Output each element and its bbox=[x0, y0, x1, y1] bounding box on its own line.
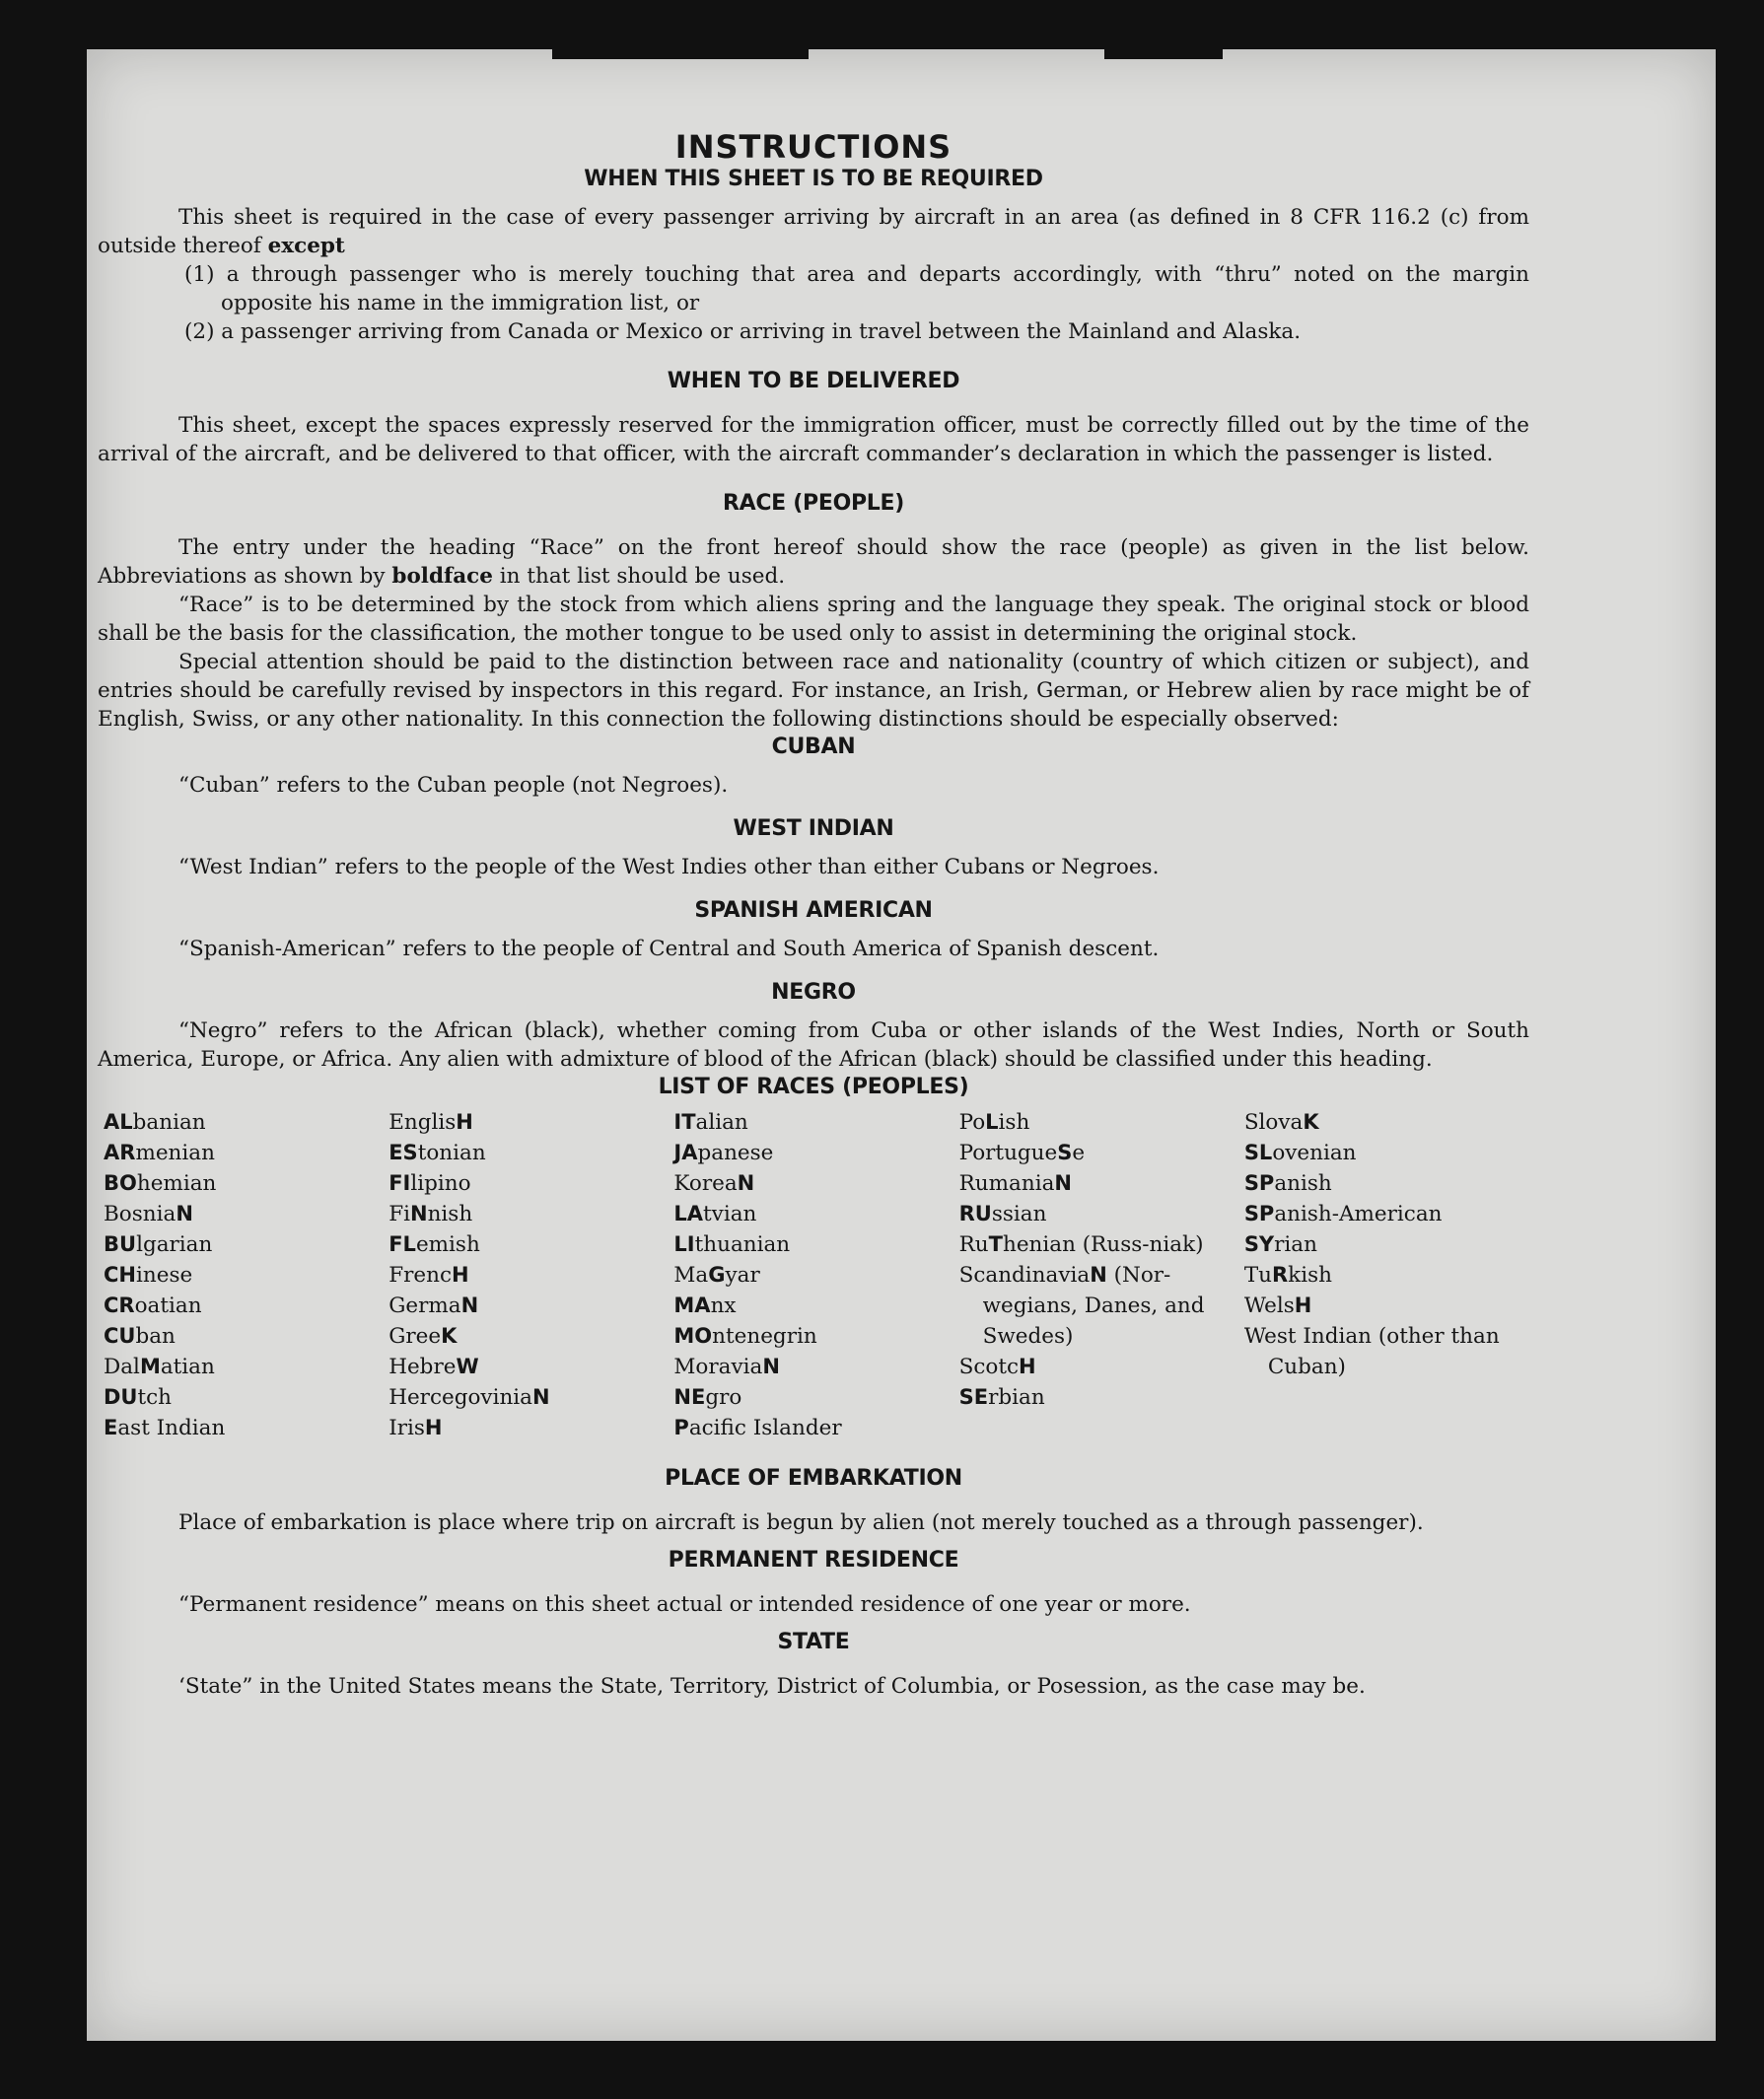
race-item bbox=[104, 1138, 388, 1168]
race-abbreviation: P bbox=[673, 1416, 689, 1439]
boldface-word: boldface bbox=[391, 564, 493, 589]
race-text: Rumania bbox=[958, 1171, 1055, 1196]
race-abbreviation: W bbox=[456, 1355, 479, 1378]
race-text: nish bbox=[427, 1202, 473, 1226]
race-abbreviation: H bbox=[1019, 1355, 1036, 1378]
race-item bbox=[388, 1168, 673, 1199]
race-abbreviation: AR bbox=[104, 1141, 136, 1164]
race-item bbox=[959, 1229, 1244, 1260]
section-heading-embarkation: PLACE OF EMBARKATION bbox=[665, 1466, 962, 1491]
section-heading-when-required: WHEN THIS SHEET IS TO BE REQUIRED bbox=[584, 167, 1043, 191]
race-item bbox=[673, 1168, 958, 1199]
residence-text: “Permanent residence” means on this sheet actual or intended residence of one year or more. bbox=[178, 1592, 1191, 1617]
when-required-text bbox=[98, 203, 1529, 260]
race-column bbox=[388, 1107, 673, 1443]
race-text: tonian bbox=[417, 1141, 486, 1165]
race-abbreviation: IT bbox=[673, 1110, 696, 1134]
race-text: anish bbox=[1274, 1171, 1332, 1196]
race-abbreviation: FL bbox=[388, 1232, 416, 1256]
race-item bbox=[104, 1199, 388, 1229]
races-list bbox=[104, 1107, 1529, 1443]
race-abbreviation: NE bbox=[673, 1385, 706, 1409]
race-text: alian bbox=[695, 1110, 748, 1135]
race-p1-text-end: in that list should be used. bbox=[499, 564, 786, 589]
race-item bbox=[959, 1352, 1244, 1382]
race-abbreviation: ES bbox=[388, 1141, 418, 1164]
instructions-content bbox=[98, 128, 1529, 1701]
race-item bbox=[104, 1168, 388, 1199]
race-item bbox=[104, 1352, 388, 1382]
race-text: Slova bbox=[1243, 1110, 1304, 1135]
when-required-intro: This sheet is required in the case of every passenger arriving by aircraft in an area (as defined in 8 CFR 116.2 (c) from outside thereof bbox=[98, 205, 1529, 258]
torn-edge bbox=[552, 43, 809, 59]
race-text: Korea bbox=[673, 1171, 738, 1196]
race-abbreviation: H bbox=[452, 1263, 469, 1287]
race-item bbox=[1244, 1229, 1529, 1260]
race-text: thuanian bbox=[694, 1232, 791, 1257]
race-abbreviation: CH bbox=[104, 1263, 136, 1287]
race-text: Wels bbox=[1243, 1294, 1295, 1318]
race-item bbox=[673, 1382, 958, 1413]
race-item bbox=[104, 1291, 388, 1321]
race-abbreviation: L bbox=[985, 1110, 999, 1134]
race-item bbox=[1244, 1138, 1529, 1168]
race-abbreviation: JA bbox=[673, 1141, 698, 1164]
race-item bbox=[959, 1168, 1244, 1199]
race-column bbox=[104, 1107, 388, 1443]
race-abbreviation: H bbox=[424, 1416, 443, 1439]
race-text: Hercegovinia bbox=[388, 1385, 532, 1410]
race-abbreviation: FI bbox=[388, 1171, 411, 1195]
race-item bbox=[104, 1413, 388, 1443]
race-abbreviation: MO bbox=[673, 1324, 713, 1348]
race-text: (Nor-wegians, Danes, and Swedes) bbox=[982, 1263, 1205, 1349]
race-paragraph-3: Special attention should be paid to the distinction between race and nationality (country of which citizen or subject), and entries should be carefully revised by inspectors in this regard. For instance, an Irish, German, or Hebrew alien by race might be of English, Swiss, or any other nationality. In this connection the following distinctions should be especially observed: bbox=[98, 650, 1529, 732]
embarkation-text: Place of embarkation is place where trip on aircraft is begun by alien (not merely touched as a through passenger). bbox=[178, 1510, 1424, 1535]
race-text: banian bbox=[132, 1110, 206, 1135]
race-item bbox=[1244, 1291, 1529, 1321]
race-text: atian bbox=[160, 1355, 215, 1379]
race-text: Portugue bbox=[958, 1141, 1058, 1165]
race-text: Scandinavia bbox=[958, 1263, 1091, 1288]
race-item bbox=[388, 1321, 673, 1352]
race-item bbox=[388, 1413, 673, 1443]
race-item bbox=[388, 1199, 673, 1229]
torn-edge bbox=[1104, 43, 1223, 59]
race-text: ish bbox=[998, 1110, 1030, 1135]
race-abbreviation: N bbox=[410, 1202, 428, 1225]
race-text: Frenc bbox=[388, 1263, 453, 1288]
race-column bbox=[673, 1107, 958, 1443]
race-text: rian bbox=[1274, 1232, 1317, 1257]
race-abbreviation: M bbox=[139, 1355, 161, 1378]
race-abbreviation: H bbox=[1294, 1294, 1312, 1317]
section-heading-negro: NEGRO bbox=[771, 980, 856, 1005]
race-text: ovenian bbox=[1272, 1141, 1357, 1165]
race-item bbox=[673, 1229, 958, 1260]
race-item bbox=[104, 1229, 388, 1260]
race-abbreviation: RU bbox=[958, 1202, 992, 1225]
race-text: West Indian (other than Cuban) bbox=[1243, 1324, 1500, 1379]
race-abbreviation: SL bbox=[1243, 1141, 1273, 1164]
race-item bbox=[959, 1382, 1244, 1413]
race-item bbox=[104, 1321, 388, 1352]
west-indian-text: “West Indian” refers to the people of the West Indies other than either Cubans or Negroes. bbox=[178, 855, 1160, 879]
race-item bbox=[959, 1138, 1244, 1168]
race-text: kish bbox=[1288, 1263, 1332, 1288]
race-item bbox=[1244, 1107, 1529, 1138]
race-abbreviation: LI bbox=[673, 1232, 695, 1256]
race-text: Hebre bbox=[388, 1355, 457, 1379]
race-abbreviation: E bbox=[104, 1416, 118, 1439]
race-text: lgarian bbox=[136, 1232, 213, 1257]
race-text: Dal bbox=[104, 1355, 140, 1379]
except-word: except bbox=[267, 234, 345, 258]
race-abbreviation: N bbox=[532, 1385, 550, 1409]
race-text: ast Indian bbox=[117, 1416, 226, 1440]
race-abbreviation: DU bbox=[104, 1385, 138, 1409]
section-heading-cuban: CUBAN bbox=[771, 735, 856, 759]
race-abbreviation: BU bbox=[104, 1232, 137, 1256]
race-text: henian (Russ-niak) bbox=[1002, 1232, 1204, 1257]
race-abbreviation: N bbox=[762, 1355, 780, 1378]
spanish-american-text: “Spanish-American” refers to the people of Central and South America of Spanish descent. bbox=[178, 937, 1160, 961]
race-item bbox=[104, 1107, 388, 1138]
race-text: nx bbox=[710, 1294, 737, 1318]
race-column bbox=[959, 1107, 1244, 1443]
race-text: lipino bbox=[410, 1171, 471, 1196]
negro-text: “Negro” refers to the African (black), whether coming from Cuba or other islands of the West Indies, North or South America, Europe, or Africa. Any alien with admixture of blood of the African (black) should be classified under this heading. bbox=[98, 1018, 1529, 1072]
race-paragraph-2: “Race” is to be determined by the stock from which aliens spring and the language they speak. The original stock or blood shall be the basis for the classification, the mother tongue to be used only to assist in determining the original stock. bbox=[98, 593, 1529, 646]
state-text: ‘State” in the United States means the State, Territory, District of Columbia, or Posession, as the case may be. bbox=[178, 1674, 1366, 1699]
race-item bbox=[104, 1260, 388, 1291]
race-text: gro bbox=[705, 1385, 742, 1410]
race-item bbox=[1244, 1321, 1529, 1382]
race-item bbox=[673, 1321, 958, 1352]
section-heading-west-indian: WEST INDIAN bbox=[733, 816, 894, 841]
exception-item-2: (2) a passenger arriving from Canada or Mexico or arriving in travel between the Mainland and Alaska. bbox=[184, 319, 1302, 344]
race-item bbox=[959, 1107, 1244, 1138]
race-abbreviation: AL bbox=[104, 1110, 133, 1134]
race-item bbox=[388, 1138, 673, 1168]
race-item bbox=[673, 1413, 958, 1443]
race-text: Moravia bbox=[673, 1355, 763, 1379]
race-abbreviation: LA bbox=[673, 1202, 704, 1225]
race-item bbox=[673, 1291, 958, 1321]
race-item bbox=[388, 1260, 673, 1291]
race-abbreviation: SP bbox=[1243, 1202, 1275, 1225]
race-text: tch bbox=[137, 1385, 173, 1410]
race-abbreviation: SP bbox=[1243, 1171, 1275, 1195]
race-item bbox=[388, 1229, 673, 1260]
race-text: menian bbox=[135, 1141, 215, 1165]
race-text: Ma bbox=[673, 1263, 709, 1288]
race-item bbox=[1244, 1260, 1529, 1291]
race-abbreviation: CR bbox=[104, 1294, 135, 1317]
exception-item-1: (1) a through passenger who is merely touching that area and departs accordingly, with “thru” noted on the margin opposite his name in the immigration list, or bbox=[184, 262, 1529, 315]
race-text: emish bbox=[415, 1232, 480, 1257]
race-item bbox=[1244, 1199, 1529, 1229]
race-item bbox=[673, 1199, 958, 1229]
race-text: ssian bbox=[991, 1202, 1047, 1226]
section-heading-race: RACE (PEOPLE) bbox=[722, 491, 905, 516]
race-text: hemian bbox=[136, 1171, 217, 1196]
race-item bbox=[388, 1107, 673, 1138]
race-abbreviation: K bbox=[1303, 1110, 1319, 1134]
race-paragraph-1 bbox=[98, 533, 1529, 591]
race-abbreviation: CU bbox=[104, 1324, 136, 1348]
race-abbreviation: MA bbox=[673, 1294, 711, 1317]
race-abbreviation: N bbox=[460, 1294, 479, 1317]
race-item bbox=[959, 1199, 1244, 1229]
race-item bbox=[673, 1107, 958, 1138]
race-text: yar bbox=[725, 1263, 760, 1288]
race-text: inese bbox=[136, 1263, 193, 1288]
race-abbreviation: BO bbox=[104, 1171, 137, 1195]
race-item bbox=[388, 1291, 673, 1321]
race-text: ban bbox=[135, 1324, 176, 1349]
when-delivered-text: This sheet, except the spaces expressly reserved for the immigration officer, must be correctly filled out by the time of the arrival of the aircraft, and be delivered to that officer, with the aircraft commander’s declaration in which the passenger is listed. bbox=[98, 413, 1529, 466]
race-abbreviation: T bbox=[988, 1232, 1003, 1256]
race-abbreviation: N bbox=[176, 1202, 193, 1225]
race-abbreviation: G bbox=[708, 1263, 726, 1287]
race-item bbox=[104, 1382, 388, 1413]
race-abbreviation: N bbox=[1090, 1263, 1107, 1287]
race-text: ntenegrin bbox=[712, 1324, 817, 1349]
race-text: anish-American bbox=[1274, 1202, 1443, 1226]
race-item bbox=[673, 1260, 958, 1291]
race-p1-text: The entry under the heading “Race” on the front hereof should show the race (people) as given in the list below. Abbreviations as shown by bbox=[98, 535, 1529, 589]
cuban-text: “Cuban” refers to the Cuban people (not Negroes). bbox=[178, 773, 729, 798]
race-abbreviation: N bbox=[1054, 1171, 1072, 1195]
race-abbreviation: N bbox=[737, 1171, 755, 1195]
race-text: Germa bbox=[388, 1294, 461, 1318]
race-text: Englis bbox=[388, 1110, 457, 1135]
race-abbreviation: R bbox=[1272, 1263, 1289, 1287]
race-item bbox=[388, 1352, 673, 1382]
race-item bbox=[388, 1382, 673, 1413]
race-item bbox=[1244, 1168, 1529, 1199]
section-heading-when-delivered: WHEN TO BE DELIVERED bbox=[667, 369, 960, 393]
race-item bbox=[673, 1352, 958, 1382]
race-text: Bosnia bbox=[104, 1202, 176, 1226]
race-abbreviation: SY bbox=[1243, 1232, 1275, 1256]
race-text: acific Islander bbox=[688, 1416, 842, 1440]
race-text: Tu bbox=[1243, 1263, 1272, 1288]
race-abbreviation: K bbox=[441, 1324, 458, 1348]
race-abbreviation: SE bbox=[958, 1385, 989, 1409]
race-text: Ru bbox=[958, 1232, 989, 1257]
race-text: Iris bbox=[388, 1416, 425, 1440]
race-item bbox=[959, 1260, 1244, 1352]
section-heading-state: STATE bbox=[777, 1630, 850, 1654]
race-abbreviation: H bbox=[456, 1110, 473, 1134]
race-text: tvian bbox=[703, 1202, 757, 1226]
race-text: panese bbox=[697, 1141, 774, 1165]
race-text: rbian bbox=[988, 1385, 1045, 1410]
page-title: INSTRUCTIONS bbox=[674, 128, 953, 166]
race-text: Gree bbox=[388, 1324, 442, 1349]
section-heading-list-of-races: LIST OF RACES (PEOPLES) bbox=[658, 1075, 969, 1099]
race-text: Po bbox=[958, 1110, 986, 1135]
section-heading-residence: PERMANENT RESIDENCE bbox=[668, 1548, 959, 1573]
race-abbreviation: S bbox=[1057, 1141, 1073, 1164]
race-item bbox=[673, 1138, 958, 1168]
race-column bbox=[1244, 1107, 1529, 1443]
race-text: e bbox=[1072, 1141, 1086, 1165]
race-text: Fi bbox=[388, 1202, 410, 1226]
race-text: oatian bbox=[134, 1294, 202, 1318]
section-heading-spanish-american: SPANISH AMERICAN bbox=[694, 898, 933, 923]
race-text: Scotc bbox=[958, 1355, 1020, 1379]
